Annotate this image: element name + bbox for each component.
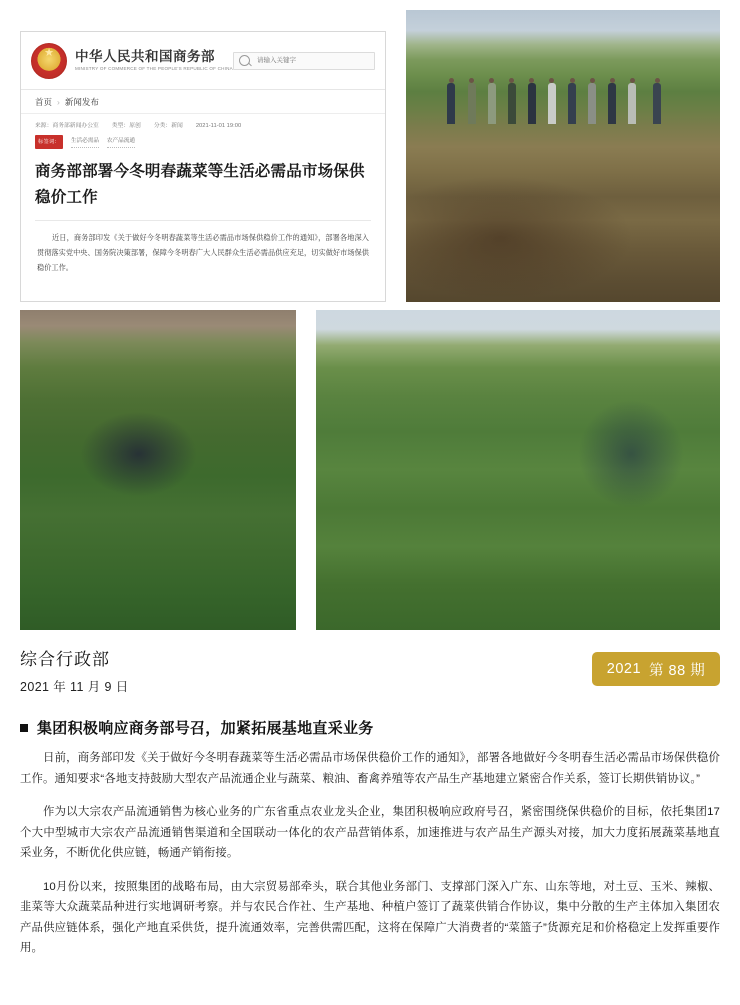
tag-item[interactable]: 农产品流通 xyxy=(107,136,135,148)
search-icon xyxy=(239,55,250,66)
meta-category: 分类：新闻 xyxy=(153,123,183,129)
article-meta-line xyxy=(35,121,371,132)
article-body xyxy=(20,748,720,972)
section-heading xyxy=(20,717,720,738)
tag-key-label: 标签词： xyxy=(35,135,63,149)
gov-site-title-cn: 中华人民共和国商务部 xyxy=(75,48,215,64)
search-input[interactable] xyxy=(255,56,369,65)
top-media-row xyxy=(20,10,720,302)
gov-search-box[interactable] xyxy=(233,52,375,70)
photo-field-inspection xyxy=(406,10,720,302)
meta-source: 来源：商务部新闻办公室 xyxy=(35,123,99,129)
breadcrumb-separator-icon: › xyxy=(57,96,60,107)
article-tags xyxy=(35,135,371,149)
article-headline: 商务部部署今冬明春蔬菜等生活必需品市场保供稳价工作 xyxy=(35,163,365,206)
gov-website-screenshot xyxy=(20,31,386,302)
gov-site-title-en: MINISTRY OF COMMERCE OF THE PEOPLE'S REPUBLIC OF CHINA xyxy=(75,65,233,71)
department-block xyxy=(20,648,129,695)
breadcrumb-home[interactable]: 首页 xyxy=(35,96,53,107)
article-paragraph: 10月份以来，按照集团的战略布局，由大宗贸易部牵头，联合其他业务部门、支撑部门深入广东、山东等地，对土豆、玉米、辣椒、韭菜等大众蔬菜品种进行实地调研考察。并与农民合作社、生产基地、种植户签订了蔬菜供销合作协议，集中分散的生产主体加入集团农产品供应链体系，强化产地直采供货，提升流通效率，完善供需匹配，这将在保障广大消费者的“菜篮子”货源充足和价格稳定上发挥重要作用。 xyxy=(20,880,720,954)
section-heading-text: 集团积极响应商务部号召，加紧拓展基地直采业务 xyxy=(37,720,374,737)
publish-date: 2021 年 11 月 9 日 xyxy=(20,680,129,694)
article-lead-paragraph: 近日，商务部印发《关于做好今冬明春蔬菜等生活必需品市场保供稳价工作的通知》，部署各地深入贯彻落实党中央、国务院决策部署，保障今冬明春广大人民群众生活必需品供应充足，切实做好市场保供稳价工作。 xyxy=(37,233,369,272)
photo-cornfield-group xyxy=(316,310,720,630)
breadcrumb-current: 新闻发布 xyxy=(64,96,99,107)
issue-number: 第 88 期 xyxy=(649,662,706,679)
photo-crop-field-worker xyxy=(20,310,296,630)
square-bullet-icon xyxy=(20,724,28,732)
gov-site-titles xyxy=(75,49,233,73)
meta-type: 类型：原创 xyxy=(111,123,141,129)
breadcrumb xyxy=(21,90,385,114)
article-paragraph: 日前，商务部印发《关于做好今冬明春蔬菜等生活必需品市场保供稳价工作的通知》，部署各地做好今冬明春生活必需品市场保供稳价工作。通知要求“各地支持鼓励大型农产品流通企业与蔬菜、粮油、畜禽养殖等农产品生产基地建立紧密合作关系，签订长期供销协议。” xyxy=(20,752,720,785)
article-paragraph: 作为以大宗农产品流通销售为核心业务的广东省重点农业龙头企业，集团积极响应政府号召，紧密围绕保供稳价的目标，依托集团17个大中型城市大宗农产品流通销售渠道和全国联动一体化的农产品营销体系，加速推进与农产品生产源头对接，加大力度拓展蔬菜基地直采业务，不断优化供应链，畅通产销衔接。 xyxy=(20,806,720,859)
article-meta xyxy=(21,114,385,149)
tag-item[interactable]: 生活必需品 xyxy=(71,136,99,148)
department-name: 综合行政部 xyxy=(20,650,110,669)
issue-badge xyxy=(592,652,720,686)
meta-datetime: 2021-11-01 19:00 xyxy=(195,123,242,129)
gov-site-header xyxy=(21,32,385,90)
issue-year: 2021 xyxy=(606,661,642,677)
photo-people-group xyxy=(437,83,688,124)
national-emblem-icon xyxy=(31,43,67,79)
